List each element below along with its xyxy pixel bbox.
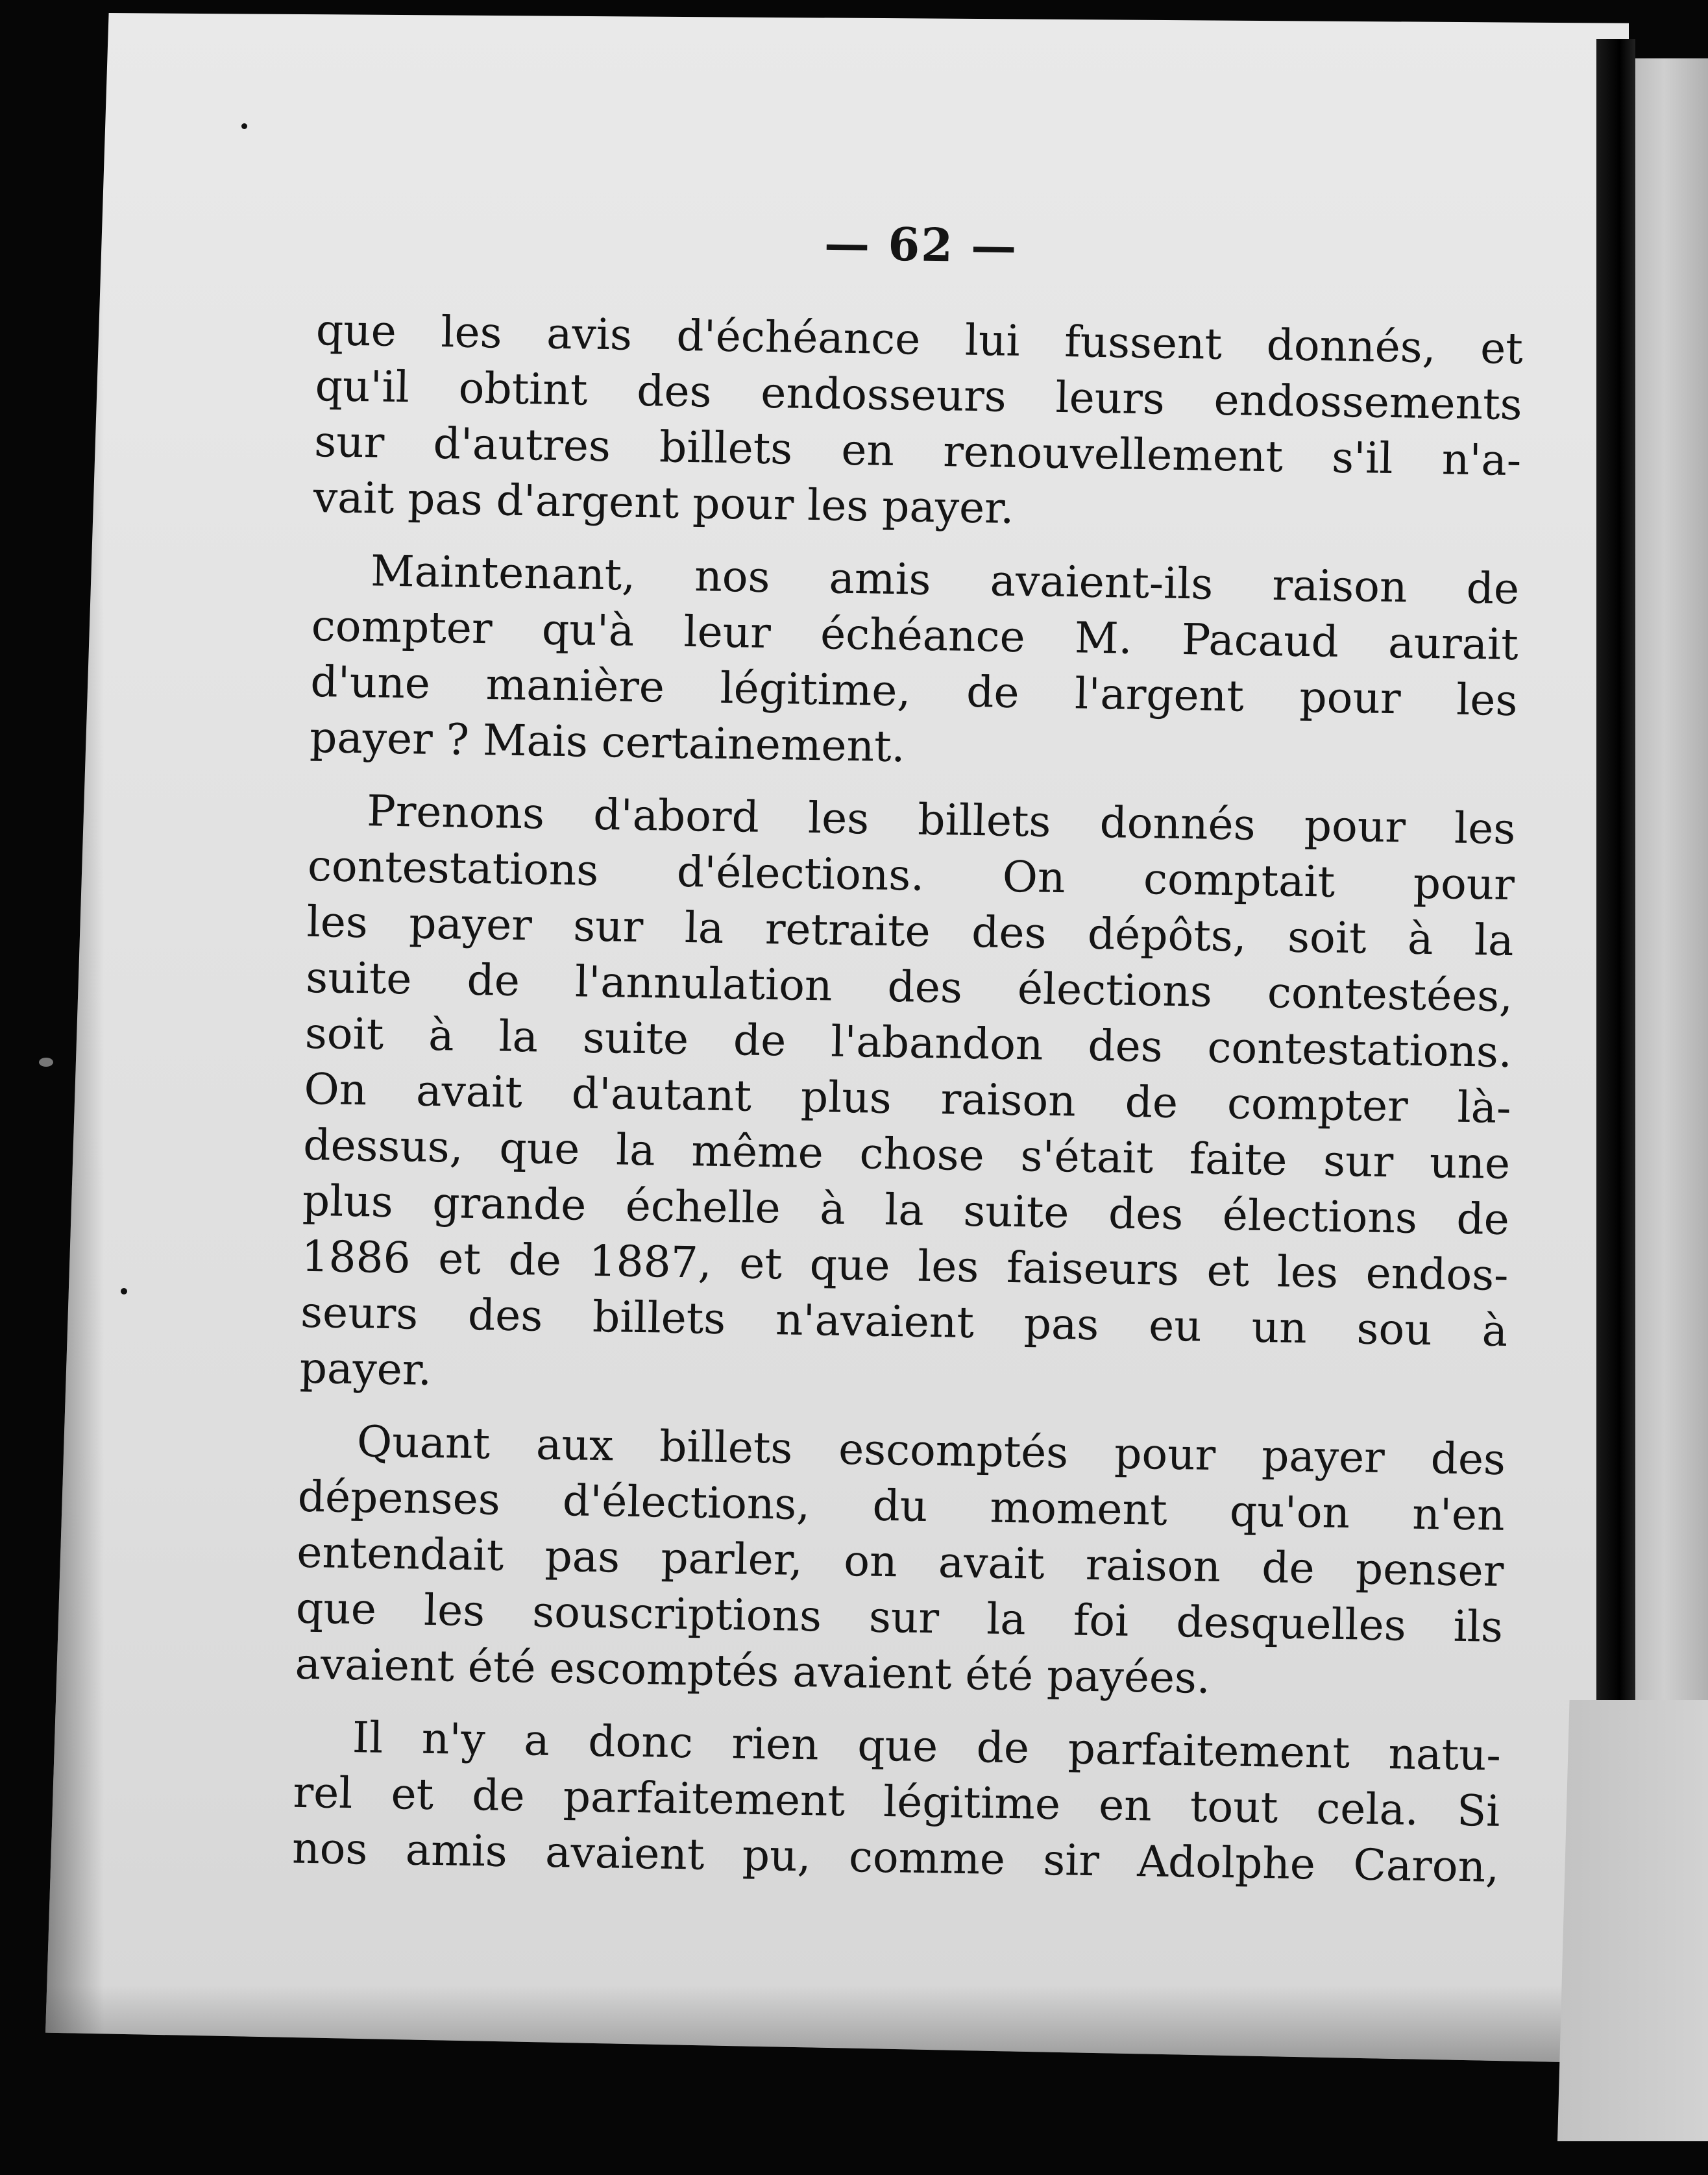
text-line: rel et de parfaitement légitime en tout cela. Si [293,1767,1501,1836]
text-line: nos amis avaient pu, comme sir Adolphe Caron, [291,1823,1500,1892]
text-line: seurs des billets n'avaient pas eu un sou à [300,1287,1508,1357]
page-bottom-shadow [45,1986,1629,2063]
text-line: dessus, que la même chose s'était faite sur une [302,1119,1511,1189]
text-line: sur d'autres billets en renouvellement s'il n'a- [313,416,1522,486]
text-line: dépenses d'élections, du moment qu'on n'en [297,1471,1506,1540]
dust-speck [241,123,247,129]
page-edge-shadow [45,13,104,2063]
text-line: que les souscriptions sur la foi desquelles ils [295,1583,1504,1652]
text-line: 1886 et de 1887, et que les faiseurs et les endos- [301,1231,1509,1301]
paragraph [309,542,1519,784]
dust-speck [121,1288,127,1294]
text-line: payer ? Mais certainement. [309,712,906,772]
text-line: Il n'y a donc rien que de parfaitement natu- [352,1712,1502,1780]
text-line: Maintenant, nos amis avaient-ils raison de [370,546,1520,614]
text-line: compter qu'à leur échéance M. Pacaud aurait [311,600,1519,670]
text-line: plus grande échelle à la suite des élections de [302,1175,1510,1245]
dust-speck [39,1058,53,1067]
text-line: qu'il obtint des endosseurs leurs endossements [315,360,1523,430]
text-line: vait pas d'argent pour les payer. [313,472,1015,533]
text-line: suite de l'annulation des élections contestées, [305,952,1513,1022]
text-line: Prenons d'abord les billets donnés pour les [366,786,1516,855]
text-line: avaient été escomptés avaient été payées. [295,1638,1211,1703]
text-line: Quant aux billets escomptés pour payer des [356,1416,1506,1485]
page-text [291,208,1525,1912]
text-line: que les avis d'échéance lui fussent donnés, et [315,304,1524,374]
paragraph [313,302,1523,544]
text-line: d'une manière légitime, de l'argent pour les [310,656,1518,726]
text-line: On avait d'autant plus raison de compter là- [304,1063,1512,1134]
facing-page-corner [1557,1700,1708,2141]
paragraph [292,1709,1502,1895]
paragraph [295,1413,1506,1711]
text-line: entendait pas parler, on avait raison de penser [296,1527,1504,1596]
text-line: contestations d'élections. On comptait pour [307,840,1515,910]
paragraph [299,783,1516,1415]
text-line: soit à la suite de l'abandon des contestations. [304,1008,1513,1078]
page-number: — 62 — [824,216,1018,273]
text-line: payer. [299,1343,432,1395]
text-line: les payer sur la retraite des dépôts, soit à la [306,896,1515,966]
